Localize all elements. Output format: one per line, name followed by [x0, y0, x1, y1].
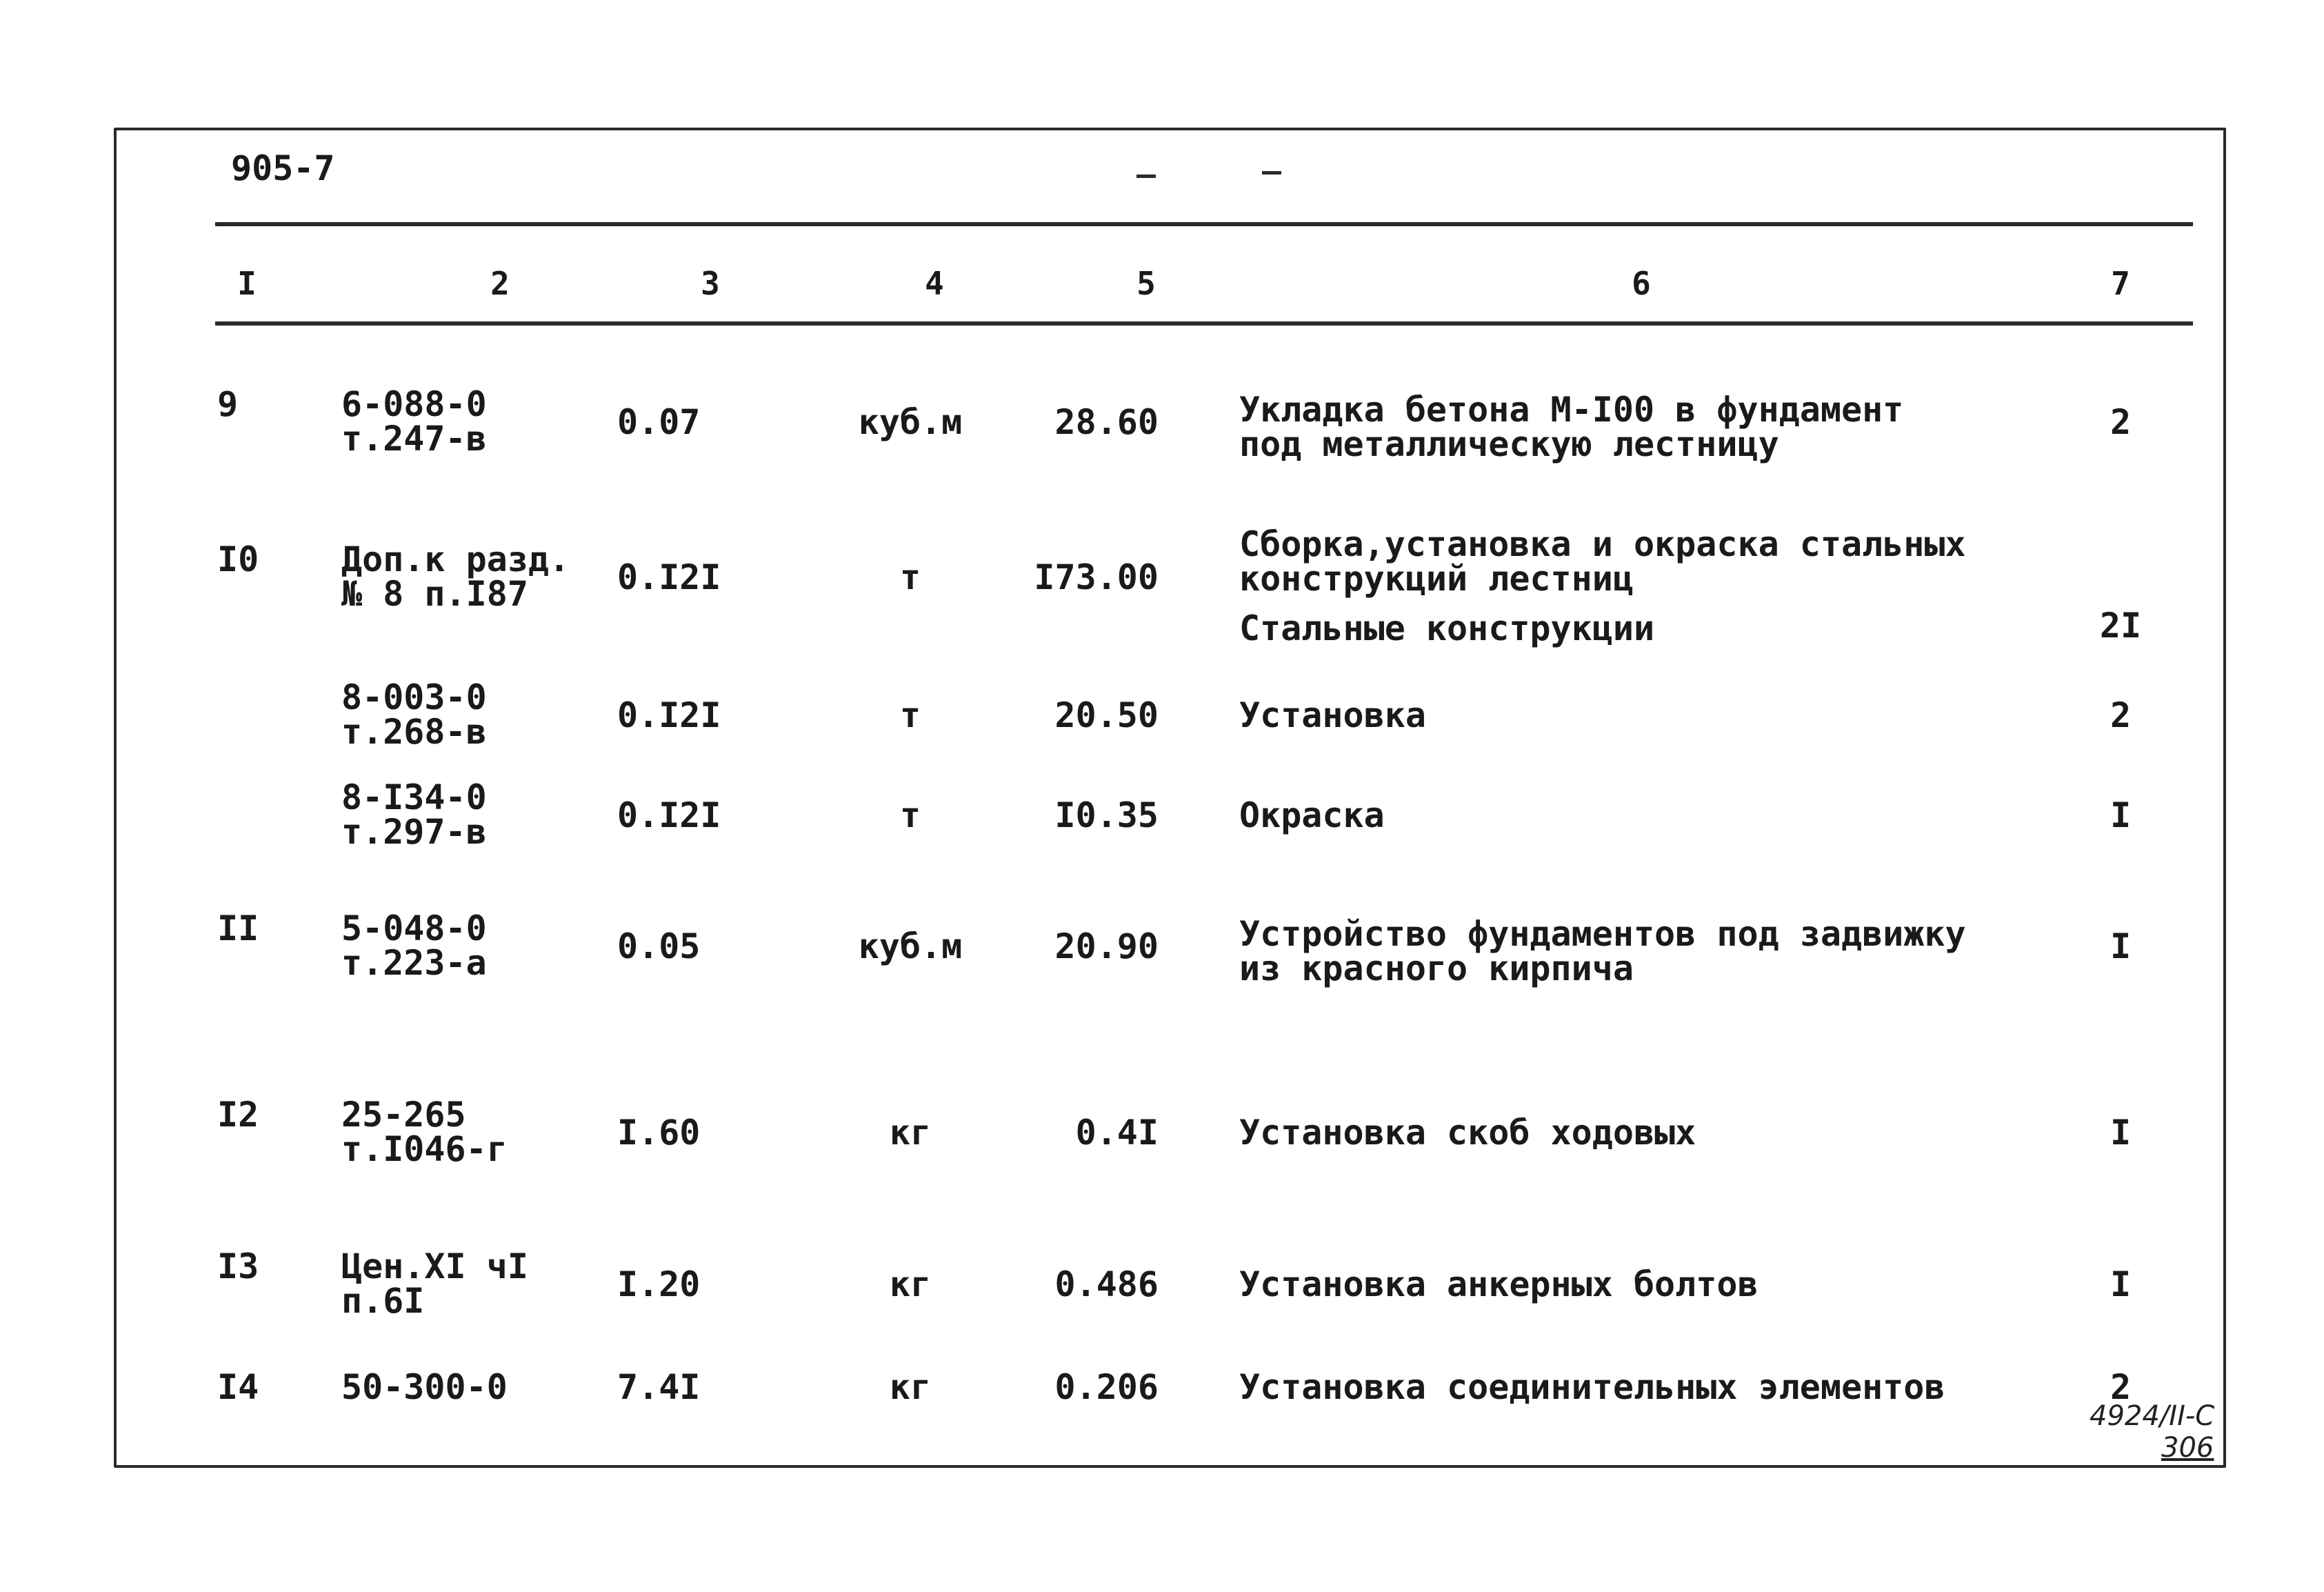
description-line: Установка скоб ходовых: [1239, 1113, 1696, 1153]
price-cell: 20.90: [1054, 926, 1159, 966]
quantity-cell: 0.I2I: [617, 695, 721, 735]
description-line: Окраска: [1239, 795, 1385, 835]
row-number: I4: [217, 1367, 259, 1407]
column-header-6: 6: [1632, 265, 1651, 302]
row-number: I2: [217, 1095, 259, 1135]
price-cell: I0.35: [1054, 795, 1159, 835]
column-7-cell: I: [2110, 795, 2132, 835]
price-cell: 0.486: [1054, 1264, 1159, 1304]
norm-code-line: Доп.к разд.: [341, 539, 570, 579]
quantity-cell: 0.07: [617, 402, 701, 442]
description-line: конструкций лестниц: [1239, 559, 1634, 599]
column-header-7: 7: [2111, 265, 2130, 302]
norm-code-line: 5-048-0: [341, 908, 487, 948]
quantity-cell: I.20: [617, 1264, 701, 1304]
document-code: 905-7: [231, 148, 335, 188]
price-cell: 28.60: [1054, 402, 1159, 442]
unit-cell: куб.м: [858, 402, 963, 442]
row-number: I3: [217, 1246, 259, 1286]
price-cell: 20.50: [1054, 695, 1159, 735]
norm-code-line: Цен.XI чI: [341, 1246, 528, 1286]
header-bottom-rule: [215, 321, 2193, 326]
column-7-cell: 2I: [2099, 606, 2142, 646]
norm-code-line: т.223-а: [341, 943, 487, 983]
norm-code-line: 8-003-0: [341, 677, 487, 717]
norm-code-line: п.6I: [341, 1281, 425, 1321]
norm-code-line: т.268-в: [341, 712, 487, 752]
unit-cell: куб.м: [858, 926, 963, 966]
description-line: Установка соединительных элементов: [1239, 1367, 1945, 1407]
norm-code-line: т.247-в: [341, 419, 487, 459]
column-7-cell: 2: [2110, 695, 2132, 735]
column-header-1: I: [237, 265, 257, 302]
column-header-5: 5: [1136, 265, 1156, 302]
description-line: под металлическую лестницу: [1239, 424, 1779, 464]
norm-code-line: т.I046-г: [341, 1129, 508, 1169]
description-line: Укладка бетона М-I00 в фундамент: [1239, 390, 1904, 430]
description-line: Сборка,установка и окраска стальных: [1239, 524, 1966, 564]
quantity-cell: 0.I2I: [617, 795, 721, 835]
price-cell: 0.206: [1054, 1367, 1159, 1407]
archive-stamp-number: 4924/II-С: [2090, 1400, 2215, 1432]
quantity-cell: 0.I2I: [617, 557, 721, 597]
description-line: Стальные конструкции: [1239, 608, 1655, 648]
column-7-cell: 2: [2110, 1367, 2132, 1407]
row-number: 9: [217, 384, 239, 424]
quantity-cell: 7.4I: [617, 1367, 701, 1407]
header-dash-1: [1136, 175, 1156, 178]
description-line: из красного кирпича: [1239, 948, 1634, 988]
norm-code-line: т.297-в: [341, 812, 487, 852]
unit-cell: кг: [889, 1113, 932, 1153]
column-7-cell: 2: [2110, 402, 2132, 442]
norm-code-line: № 8 п.I87: [341, 574, 528, 614]
norm-code-line: 6-088-0: [341, 384, 487, 424]
row-number: II: [217, 908, 259, 948]
unit-cell: т: [899, 695, 921, 735]
norm-code-line: 25-265: [341, 1095, 466, 1135]
column-header-2: 2: [490, 265, 510, 302]
description-line: Установка анкерных болтов: [1239, 1264, 1759, 1304]
column-header-3: 3: [701, 265, 720, 302]
unit-cell: кг: [889, 1367, 932, 1407]
unit-cell: т: [899, 795, 921, 835]
norm-code-line: 50-300-0: [341, 1367, 508, 1407]
description-line: Устройство фундаментов под задвижку: [1239, 914, 1966, 954]
column-7-cell: I: [2110, 1113, 2132, 1153]
description-line: Установка: [1239, 695, 1426, 735]
price-cell: 0.4I: [1075, 1113, 1159, 1153]
unit-cell: т: [899, 557, 921, 597]
row-number: I0: [217, 539, 259, 579]
header-dash-2: [1262, 171, 1281, 175]
column-7-cell: I: [2110, 1264, 2132, 1304]
column-header-4: 4: [925, 265, 944, 302]
price-cell: I73.00: [1034, 557, 1159, 597]
quantity-cell: 0.05: [617, 926, 701, 966]
column-7-cell: I: [2110, 926, 2132, 966]
archive-stamp-page: 306: [2161, 1432, 2214, 1464]
norm-code-line: 8-I34-0: [341, 777, 487, 817]
unit-cell: кг: [889, 1264, 932, 1304]
quantity-cell: I.60: [617, 1113, 701, 1153]
header-top-rule: [215, 222, 2193, 226]
